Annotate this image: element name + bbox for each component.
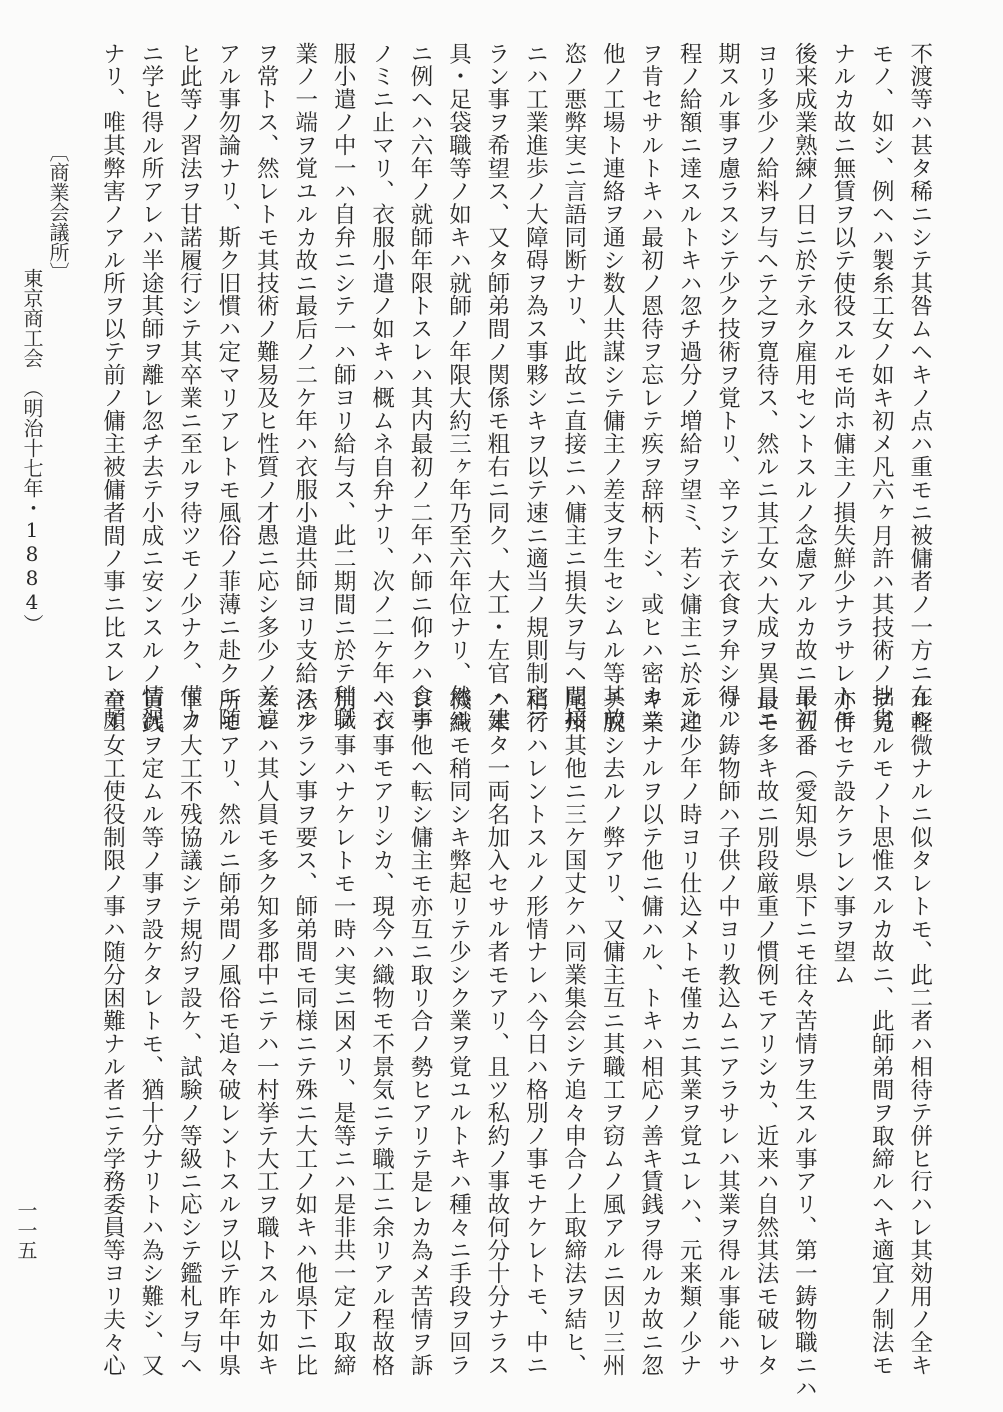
text-column: 尾州其他ニ三ケ国丈ケハ同業集会シテ追々申合ノ上取締法ヲ結ヒ、 [560,688,587,1377]
text-column: ル迚少年ノ時ヨリ仕込メトモ僅カニ其業ヲ覚ユレハ、元来類ノ少ナ [676,688,703,1377]
text-column: ヲ常トス、然レトモ其技術ノ難易及ヒ性質ノ才愚ニ応シ多少ノ差違 [253,42,280,731]
page-number: 一一五 [14,1200,38,1260]
text-column: 所モアリ、然ルニ師弟間ノ風俗モ追々破レントスルヲ以テ昨年中県 [214,688,241,1377]
text-column: ナルカ故ニ無賃ヲ以テ使役スルモ尚ホ傭主ノ損失鮮少ナラサレトモ [829,42,856,731]
text-column: 機織モ稍同シキ弊起リテ少シク業ヲ覚ユルトキハ種々ニ手段ヲ回ラ [445,688,472,1377]
publisher-label: 東京商工会 （明治十七年・1884） [20,268,44,634]
text-column: 具・足袋職等ノ如キハ就師ノ年限大約三ヶ年乃至六年位ナリ、然ル [445,42,472,731]
text-column: モノ、如シ、例ヘハ製糸工女ノ如キ初メ凡六ヶ月許ハ其技術ノ拙劣 [868,42,895,731]
text-column: チ脱シ去ルノ弊アリ、又傭主互ニ其職工ヲ窃ムノ風アルニ因リ三州 [599,688,626,1377]
text-column: ル軽微ナルニ似タレトモ、此二者ハ相待テ併ヒ行ハレ其効用ノ全キ [906,688,933,1377]
text-column: スレハ其人員モ多ク知多郡中ニテハ一村挙テ大工ヲ職トスルカ如キ [253,688,280,1377]
lower-text-block [99,688,933,1400]
text-column: 不渡等ハ甚タ稀ニシテ其咎ムヘキノ点ハ重モニ被傭者ノ一方ニ在ル [906,42,933,731]
text-column: リ、鋳物師ハ子供ノ中ヨリ教込ムニアラサレハ其業ヲ得ル事能ハサ [714,688,741,1377]
text-column: 十五番（愛知県）県下ニモ往々苦情ヲ生スル事アリ、第一鋳物職ニハ [791,688,818,1400]
text-column: ハ未タ一両名加入セサル者モアリ、且ツ私約ノ事故何分十分ナラス [483,688,510,1377]
text-column: ニ例ヘハ六年ノ就師年限トスレハ其内最初ノ二年ハ師ニ仰クハ食事 [407,42,433,731]
text-column: ニ学ヒ得ル所アレハ半途其師ヲ離レ忽チ去テ小成ニ安ンスルノ情況 [137,42,164,731]
text-column: アル事勿論ナリ、斯ク旧慣ハ定マリアレトモ風俗ノ菲薄ニ赴クニ随 [214,42,241,731]
text-column: 賃銭ヲ定ムル等ノ事ヲ設ケタレトモ、猶十分ナリトハ為シ難シ、又 [137,688,164,1377]
text-column: ナリ、唯其弊害ノアル所ヲ以テ前ノ傭主被傭者間ノ事ニ比スレハ頗 [99,42,126,731]
text-column: 期スル事ヲ慮ラスシテ少ク技術ヲ覚トリ、辛フシテ衣食ヲ弁シ得ル [714,42,741,731]
text-column: ラン事ヲ希望ス、又タ師弟間ノ関係モ粗右ニ同ク、大工・左官・建 [483,42,510,731]
text-column: ノミニ止マリ、衣服小遣ノ如キハ概ムネ自弁ナリ、次ノ二ケ年ハ衣 [368,42,395,731]
text-column: 亦併セテ設ケラレン事ヲ望ム [829,688,856,987]
text-column: 程ノ給額ニ達スルトキハ忽チ過分ノ増給ヲ望ミ、若シ傭主ニ於テ之 [676,42,703,731]
text-column: ヨリ多少ノ給料ヲ与ヘテ之ヲ寛待ス、然ルニ其工女ハ大成ヲ異日ニ [752,42,779,731]
upper-text-block [99,42,933,731]
text-column: ヲ見ルモノト思惟スルカ故ニ、此師弟間ヲ取締ルヘキ適宜ノ制法モ [868,688,895,1377]
text-column: ヲ肯セサルトキハ最初ノ恩待ヲ忘レテ疾ヲ辞柄トシ、或ヒハ密カニ [637,42,664,731]
text-column: 他ノ工場ト連絡ヲ通シ数人共謀シテ傭主ノ差支ヲ生セシムル等其放 [599,42,626,731]
source-label: 〔商業会議所〕 [46,142,70,282]
text-column: 別ノ事ハナケレトモ一時ハ実ニ困メリ、是等ニハ是非共一定ノ取締 [330,688,357,1377]
text-column: 法アラン事ヲ要ス、師弟間モ同様ニテ殊ニ大工ノ如キハ他県下ニ比 [291,688,318,1377]
text-column: シテ他ヘ転シ傭主モ亦互ニ取リ合ノ勢ヒアリテ是レカ為メ苦情ヲ訴 [407,688,433,1377]
text-column: キ業ナルヲ以テ他ニ傭ハル、トキハ相応ノ善キ賃銭ヲ得ルカ故ニ忽 [637,688,664,1377]
text-column: ヘシ事モアリシカ、現今ハ織物モ不景気ニテ職工ニ余リアル程故格 [368,688,395,1377]
text-column: ニハ工業進歩ノ大障碍ヲ為ス事夥シキヲ以テ速ニ適当ノ規則制定ア [522,42,549,731]
text-column: 下ノ大工不残協議シテ規約ヲ設ケ、試験ノ等級ニ応シテ鑑札ヲ与ヘ [176,688,203,1377]
text-column: 恣ノ悪弊実ニ言語同断ナリ、此故ニ直接ニハ傭主ニ損失ヲ与ヘ間接 [560,42,587,731]
text-column: 服小遣ノ中一ハ自弁ニシテ一ハ師ヨリ給与ス、此二期間ニ於テ稍職 [330,42,357,731]
text-column: 童工女工使役制限ノ事ハ随分困難ナル者ニテ学務委員等ヨリ夫々心 [99,688,126,1377]
text-column: ヒ此等ノ習法ヲ甘諾履行シテ其卒業ニ至ルヲ待ツモノ少ナク、僅カ [176,42,203,731]
text-column: 最モ多キ故ニ別段厳重ノ慣例モアリシカ、近来ハ自然其法モ破レタ [752,688,779,1377]
text-column: 稍行ハレントスルノ形情ナレハ今日ハ格別ノ事モナケレトモ、中ニ [522,688,549,1377]
text-column: 業ノ一端ヲ覚ユルカ故ニ最后ノ二ケ年ハ衣服小遣共師ヨリ支給スル [291,42,318,731]
text-column: 後来成業熟練ノ日ニ於テ永ク雇用セントスルノ念慮アルカ故ニ最初 [791,42,818,731]
